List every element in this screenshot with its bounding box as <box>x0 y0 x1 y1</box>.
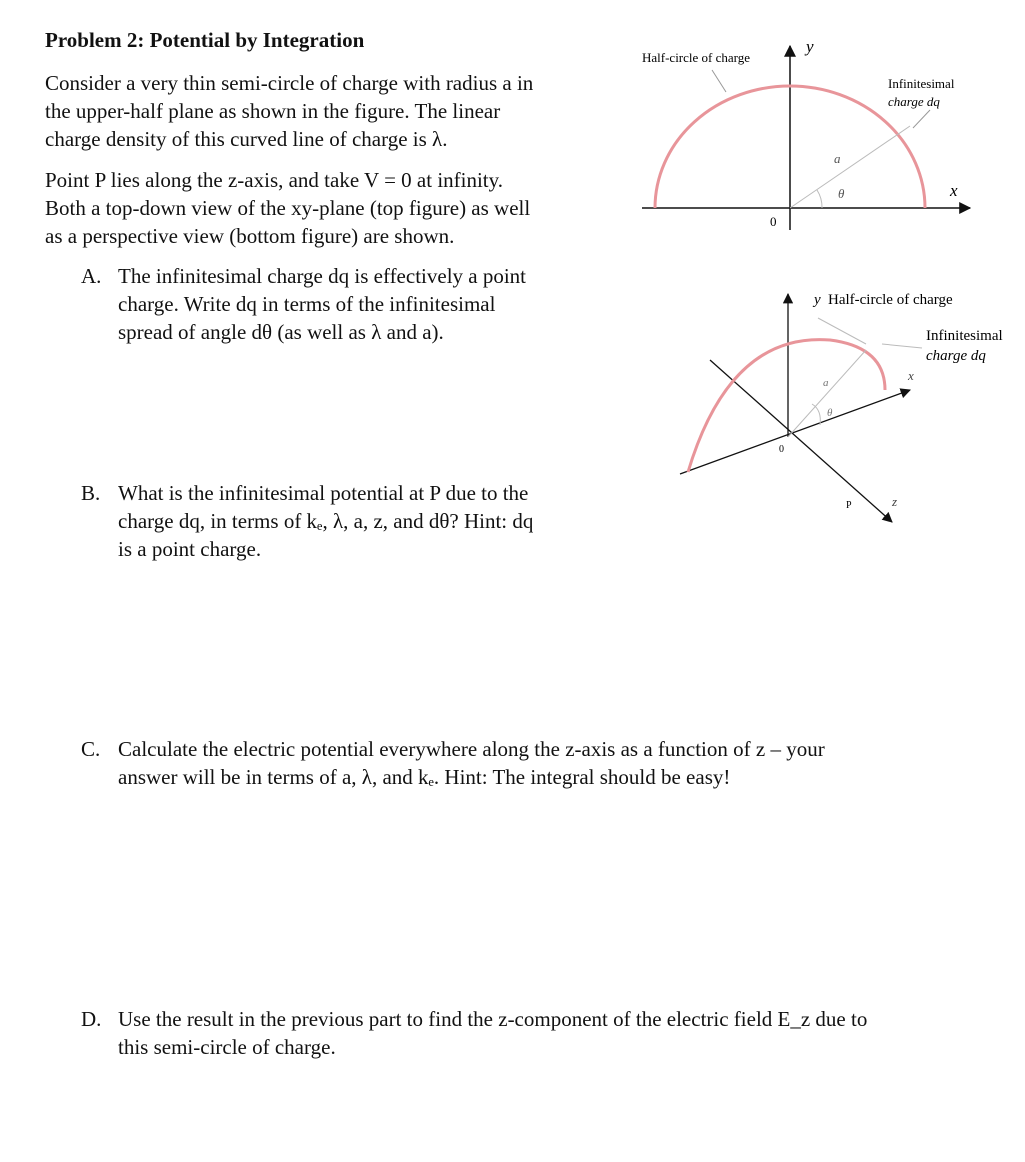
part-a-line-1: The infinitesimal charge dq is effectively a point <box>118 264 527 288</box>
top-angle-arc <box>817 190 822 208</box>
part-c-letter: C. <box>81 737 101 761</box>
persp-infinitesimal-label-2: charge dq <box>926 348 986 364</box>
intro-line-3: charge density of this curved line of charge is λ. <box>45 127 448 151</box>
setup-paragraph <box>45 166 530 250</box>
persp-angle-arc <box>812 404 820 425</box>
part-d-line-1: Use the result in the previous part to find the z-component of the electric field E_z due to <box>118 1007 868 1031</box>
persp-z-axis <box>710 360 892 522</box>
part-b-line-2: charge dq, in terms of kₑ, λ, a, z, and dθ? Hint: dq <box>118 509 534 533</box>
top-radius-label: a <box>834 151 841 166</box>
persp-charge-arc <box>688 340 885 472</box>
top-radius-line <box>790 126 910 208</box>
top-half-circle-label: Half-circle of charge <box>642 50 751 65</box>
persp-y-label: y <box>814 292 821 308</box>
setup-line-2: Both a top-down view of the xy-plane (top figure) as well <box>45 196 531 220</box>
part-c <box>81 735 1001 791</box>
persp-radius-line <box>788 350 866 437</box>
part-c-line-2: answer will be in terms of a, λ, and kₑ. Hint: The integral should be easy! <box>118 765 731 789</box>
top-infinitesimal-label-1: Infinitesimal <box>888 76 955 91</box>
top-infinitesimal-label-2: charge dq <box>888 94 940 109</box>
part-a-line-2: charge. Write dq in terms of the infinitesimal <box>118 292 496 316</box>
part-a <box>81 262 621 346</box>
part-b-line-3: is a point charge. <box>118 537 262 561</box>
perspective-view-figure <box>670 282 1020 552</box>
part-b-line-1: What is the infinitesimal potential at P due to the <box>118 481 529 505</box>
persp-dq-pointer <box>882 344 922 348</box>
part-d <box>81 1005 1011 1061</box>
persp-infinitesimal-label-1: Infinitesimal <box>926 328 1003 344</box>
persp-half-circle-label: Half-circle of charge <box>828 292 953 308</box>
persp-z-label: z <box>892 494 898 509</box>
top-x-label: x <box>950 181 958 200</box>
top-origin-label: 0 <box>770 214 777 229</box>
part-c-line-1: Calculate the electric potential everywhere along the z-axis as a function of z – your <box>118 737 825 761</box>
part-b-letter: B. <box>81 481 101 505</box>
part-b <box>81 479 641 563</box>
top-view-figure <box>630 30 1000 250</box>
problem-title: Problem 2: Potential by Integration <box>45 28 365 52</box>
part-d-letter: D. <box>81 1007 102 1031</box>
intro-line-1: Consider a very thin semi-circle of charge with radius a in <box>45 71 534 95</box>
intro-line-2: the upper-half plane as shown in the figure. The linear <box>45 99 501 123</box>
setup-line-1: Point P lies along the z-axis, and take V = 0 at infinity. <box>45 168 504 192</box>
top-dq-pointer <box>913 110 930 128</box>
part-a-letter: A. <box>81 264 102 288</box>
persp-radius-label: a <box>823 377 829 389</box>
part-d-line-2: this semi-circle of charge. <box>118 1035 336 1059</box>
persp-origin-label: 0 <box>779 444 784 455</box>
persp-point-p-label: P <box>846 500 852 511</box>
top-half-circle-pointer <box>712 70 726 92</box>
top-angle-label: θ <box>838 186 845 201</box>
part-a-line-3: spread of angle dθ (as well as λ and a). <box>118 320 444 344</box>
setup-line-3: as a perspective view (bottom figure) are shown. <box>45 224 455 248</box>
persp-x-axis <box>680 390 910 474</box>
persp-angle-label: θ <box>827 407 833 419</box>
top-y-label: y <box>806 37 814 56</box>
persp-x-label: x <box>908 368 914 383</box>
intro-paragraph <box>45 69 533 153</box>
